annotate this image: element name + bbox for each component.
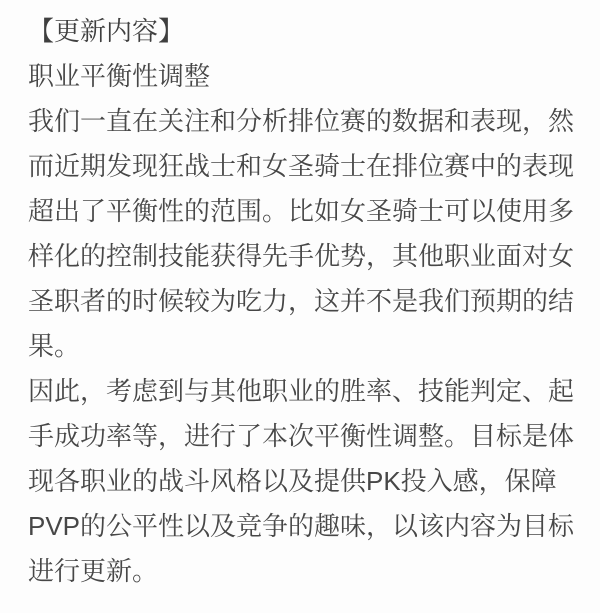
- text-line: 样化的控制技能获得先手优势，其他职业面对女: [28, 241, 575, 271]
- text-line: PVP的公平性以及竞争的趣味，以该内容为目标: [28, 511, 575, 541]
- text-line: 而近期发现狂战士和女圣骑士在排位赛中的表现: [28, 151, 575, 181]
- text-line: 手成功率等，进行了本次平衡性调整。目标是体: [28, 421, 575, 451]
- text-line: 果。: [28, 331, 81, 361]
- class-balance-subtitle: 职业平衡性调整: [28, 61, 211, 91]
- text-line: 现各职业的战斗风格以及提供PK投入感，保障: [28, 466, 557, 496]
- text-line: 我们一直在关注和分析排位赛的数据和表现，然: [28, 106, 575, 136]
- text-line: 超出了平衡性的范围。比如女圣骑士可以使用多: [28, 196, 575, 226]
- text-line: 圣职者的时候较为吃力，这并不是我们预期的结: [28, 286, 575, 316]
- update-content-heading: 【更新内容】: [28, 16, 185, 46]
- update-notes-body: [28, 99, 576, 594]
- text-line: 进行更新。: [28, 556, 159, 586]
- text-line: 因此，考虑到与其他职业的胜率、技能判定、起: [28, 376, 575, 406]
